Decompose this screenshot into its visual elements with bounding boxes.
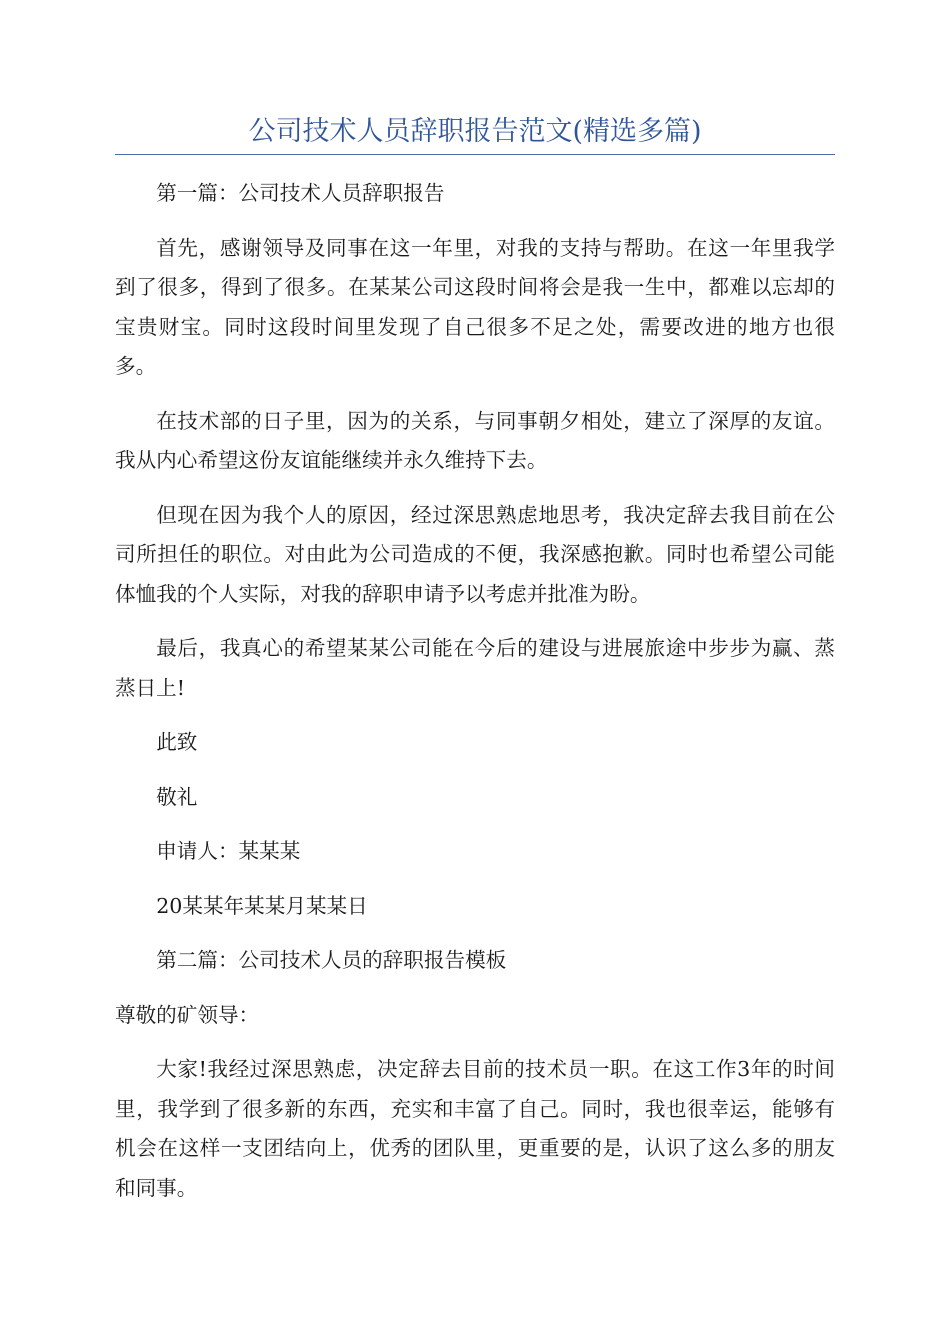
greeting-line: 尊敬的矿领导：	[115, 1002, 260, 1027]
applicant-line: 申请人：某某某	[156, 839, 301, 863]
paragraph: 最后，我真心的希望某某公司能在今后的建设与进展旅途中步步为赢、蒸蒸日上!	[115, 636, 835, 700]
closing-salutation: 此致	[156, 730, 198, 754]
section-heading-2: 第二篇：公司技术人员的辞职报告模板	[156, 948, 507, 972]
paragraph: 在技术部的日子里，因为的关系，与同事朝夕相处，建立了深厚的友谊。我从内心希望这份友谊能继续并永久维持下去。	[115, 408, 835, 472]
paragraph: 首先，感谢领导及同事在这一年里，对我的支持与帮助。在这一年里我学到了很多，得到了很多。在某某公司这段时间将会是我一生中，都难以忘却的宝贵财宝。同时这段时间里发现了自己很多不足之处，需要改进的地方也很多。	[115, 235, 835, 378]
section-heading-1: 第一篇：公司技术人员辞职报告	[156, 181, 445, 205]
document-title: 公司技术人员辞职报告范文(精选多篇)	[248, 116, 702, 147]
paragraph: 大家!我经过深思熟虑，决定辞去目前的技术员一职。在这工作3年的时间里，我学到了很多新的东西，充实和丰富了自己。同时，我也很幸运，能够有机会在这样一支团结向上，优秀的团队里，更重要的是，认识了这么多的朋友和同事。	[115, 1057, 835, 1200]
closing-regards: 敬礼	[156, 784, 198, 809]
paragraph: 但现在因为我个人的原因，经过深思熟虑地思考，我决定辞去我目前在公司所担任的职位。对由此为公司造成的不便，我深感抱歉。同时也希望公司能体恤我的个人实际，对我的辞职申请予以考虑并批准为盼。	[115, 502, 835, 606]
document-body	[115, 174, 835, 1223]
title-underline	[115, 154, 835, 155]
date-line: 20某某年某某月某某日	[156, 893, 368, 918]
